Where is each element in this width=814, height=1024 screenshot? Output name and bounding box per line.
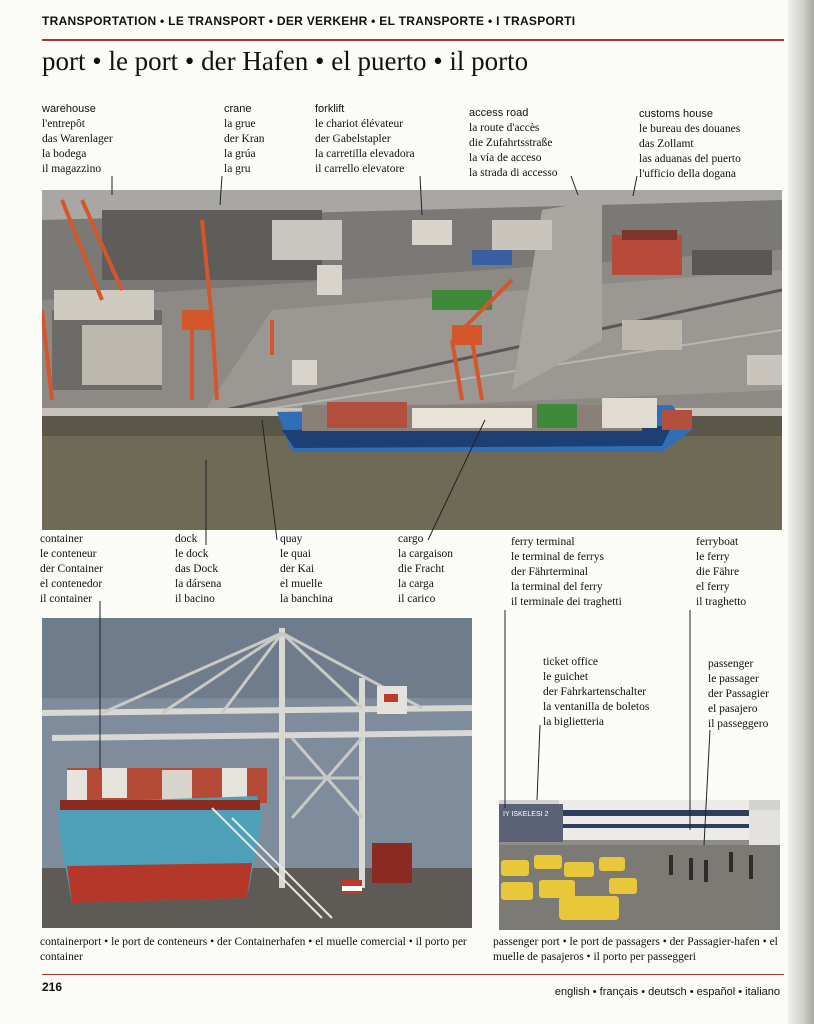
leader-quay <box>262 420 277 540</box>
label-access-road: access road la route d'accès die Zufahrtsstraße la vía de acceso la strada di accesso <box>469 107 558 179</box>
page-number: 216 <box>42 980 63 994</box>
leader-passenger <box>704 730 710 845</box>
leader-access-road <box>571 176 578 195</box>
label-forklift: forklift le chariot élévateur der Gabelstapler la carretilla elevadora il carrello elevatore <box>315 103 415 175</box>
page-title: port • le port • der Hafen • el puerto • il porto <box>42 46 529 76</box>
label-ferryboat: ferryboat le ferry die Fähre el ferry il traghetto <box>696 536 747 608</box>
label-container: container le conteneur der Container el contenedor il container <box>40 533 103 605</box>
leader-ticket-office <box>537 725 540 800</box>
label-crane: crane la grue der Kran la grúa la gru <box>224 103 265 175</box>
leader-crane <box>220 176 222 205</box>
ship-sign-text: IY ISKELESI 2 <box>503 811 549 818</box>
label-cargo: cargo la cargaison die Fracht la carga il carico <box>398 533 454 605</box>
caption-passenger-port: passenger port • le port de passagers • der Passagier-hafen • el muelle de pasajeros • il porto per passeggeri <box>493 936 778 963</box>
label-passenger: passenger le passager der Passagier el pasajero il passeggero <box>708 658 769 730</box>
label-dock: dock le dock das Dock la dársena il bacino <box>175 533 222 605</box>
leader-cargo <box>428 420 485 540</box>
label-customs-house: customs house le bureau des douanes das Zollamt las aduanas del puerto l'ufficio della dogana <box>639 108 741 180</box>
language-list: english • français • deutsch • español • italiano <box>554 986 780 998</box>
label-quay: quay le quai der Kai el muelle la banchina <box>280 533 333 605</box>
footer-rule <box>42 974 784 975</box>
leader-forklift <box>420 176 422 215</box>
caption-container-port: containerport • le port de conteneurs • der Containerhafen • el muelle comercial • il porto per container <box>40 936 467 963</box>
leader-customs-house <box>633 176 637 196</box>
label-ferry-terminal: ferry terminal le terminal de ferrys der Fährterminal la terminal del ferry il terminale dei traghetti <box>511 536 622 608</box>
section-header: TRANSPORTATION • LE TRANSPORT • DER VERKEHR • EL TRANSPORTE • I TRASPORTI <box>42 14 576 28</box>
label-warehouse: warehouse l'entrepôt das Warenlager la bodega il magazzino <box>42 103 113 175</box>
label-ticket-office: ticket office le guichet der Fahrkartenschalter la ventanilla de boletos la biglietteria <box>543 656 650 728</box>
